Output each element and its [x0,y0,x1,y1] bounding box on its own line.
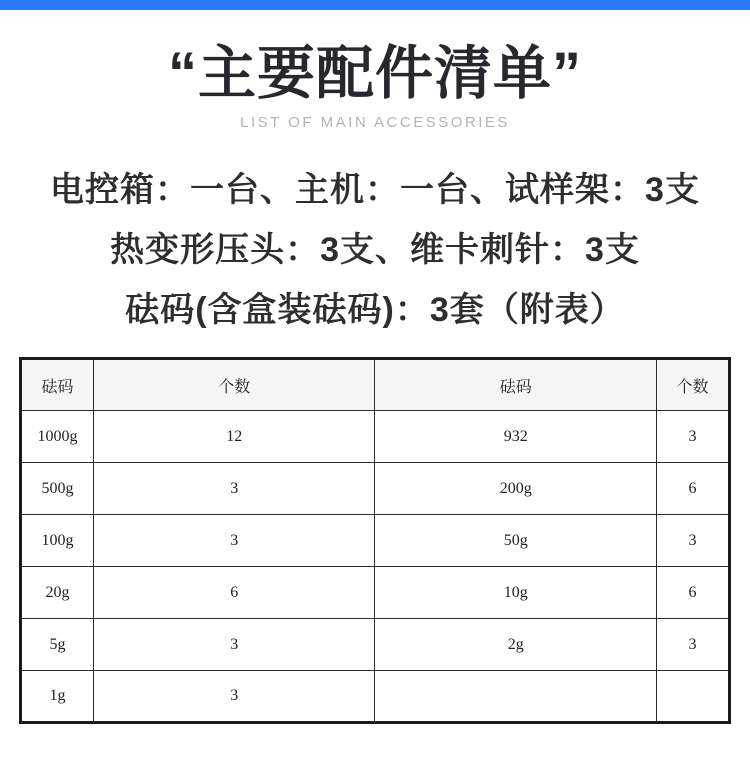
table-header-row [21,359,730,411]
summary-line: 电控箱：一台、主机：一台、试样架：3支 [50,171,700,209]
table-header-cell: 个数 [94,359,375,411]
table-row [21,515,730,567]
table-header-cell: 个数 [656,359,729,411]
table-row [21,463,730,515]
table-cell: 3 [94,463,375,515]
table-cell: 3 [94,515,375,567]
table-header-cell: 砝码 [21,359,94,411]
table-cell: 2g [375,619,656,671]
table-cell: 1g [21,671,94,723]
table-cell: 932 [375,411,656,463]
table-row [21,411,730,463]
table-cell: 6 [94,567,375,619]
page-subtitle: LIST OF MAIN ACCESSORIES [240,114,510,131]
table-cell: 3 [656,411,729,463]
table-cell: 10g [375,567,656,619]
table-cell: 12 [94,411,375,463]
table-cell: 3 [94,619,375,671]
weights-table [19,357,731,724]
table-row [21,619,730,671]
table-cell: 5g [21,619,94,671]
table-cell: 50g [375,515,656,567]
table-cell: 100g [21,515,94,567]
table-cell [375,671,656,723]
table-header-cell: 砝码 [375,359,656,411]
table-cell: 6 [656,567,729,619]
table-row [21,567,730,619]
table-cell: 20g [21,567,94,619]
accessories-summary [0,160,750,340]
table-cell: 6 [656,463,729,515]
table-cell: 500g [21,463,94,515]
page-title: “主要配件清单” [167,41,582,106]
table-cell [656,671,729,723]
summary-line: 砝码(含盒装砝码)：3套（附表） [125,291,625,329]
table-cell: 1000g [21,411,94,463]
table-cell: 3 [656,515,729,567]
table-cell: 200g [375,463,656,515]
table-cell: 3 [656,619,729,671]
table-row [21,671,730,723]
table-cell: 3 [94,671,375,723]
summary-line: 热变形压头：3支、维卡刺针：3支 [110,231,640,269]
top-accent-bar [0,0,750,10]
